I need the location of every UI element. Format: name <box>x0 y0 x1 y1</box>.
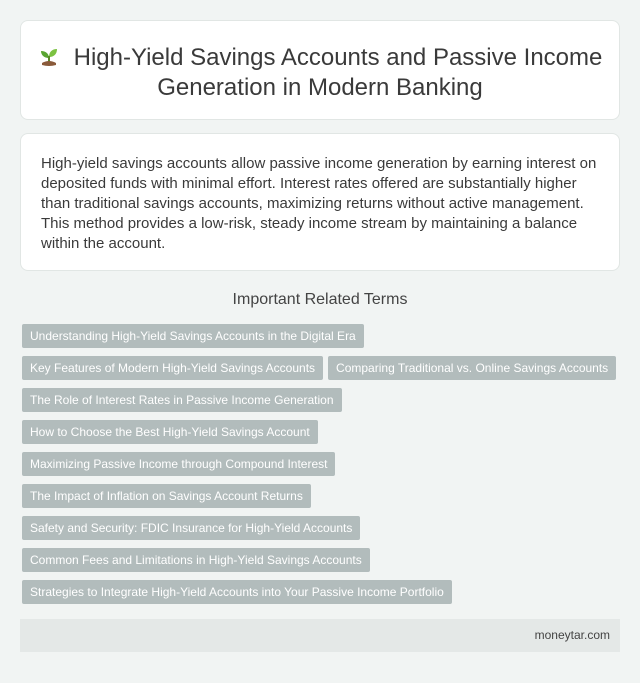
title-card <box>20 20 620 120</box>
term-tag[interactable]: Maximizing Passive Income through Compound Interest <box>22 452 335 476</box>
term-tag[interactable]: Understanding High-Yield Savings Accounts in the Digital Era <box>22 324 364 348</box>
related-terms-heading: Important Related Terms <box>232 291 408 308</box>
description-card <box>20 133 620 271</box>
page-title: High-Yield Savings Accounts and Passive Income Generation in Modern Banking <box>73 44 603 101</box>
footer <box>20 619 620 652</box>
term-row <box>22 548 622 580</box>
term-tag[interactable]: The Role of Interest Rates in Passive Income Generation <box>22 388 342 412</box>
term-row <box>22 420 622 452</box>
related-terms-list <box>22 324 622 612</box>
term-row <box>22 516 622 548</box>
sprout-icon <box>38 46 60 68</box>
term-row <box>22 484 622 516</box>
term-row <box>22 388 622 420</box>
term-tag[interactable]: Key Features of Modern High-Yield Savings Accounts <box>22 356 323 380</box>
term-tag[interactable]: Common Fees and Limitations in High-Yield Savings Accounts <box>22 548 370 572</box>
term-row <box>22 356 622 388</box>
term-row <box>22 324 622 356</box>
term-tag[interactable]: Strategies to Integrate High-Yield Accounts into Your Passive Income Portfolio <box>22 580 452 604</box>
footer-site[interactable]: moneytar.com <box>534 628 610 642</box>
term-tag[interactable]: Safety and Security: FDIC Insurance for High-Yield Accounts <box>22 516 360 540</box>
page-title-wrapper <box>21 43 619 103</box>
term-tag[interactable]: Comparing Traditional vs. Online Savings Accounts <box>328 356 616 380</box>
term-tag[interactable]: The Impact of Inflation on Savings Account Returns <box>22 484 311 508</box>
term-row <box>22 452 622 484</box>
description-text: High-yield savings accounts allow passive income generation by earning interest on deposited funds with minimal effort. Interest rates offered are substantially higher than traditional savings accounts, maximizing returns without active management. This method provides a low-risk, steady income stream by maintaining a balance within the account. <box>41 155 597 252</box>
term-tag[interactable]: How to Choose the Best High-Yield Savings Account <box>22 420 318 444</box>
term-row <box>22 580 622 612</box>
